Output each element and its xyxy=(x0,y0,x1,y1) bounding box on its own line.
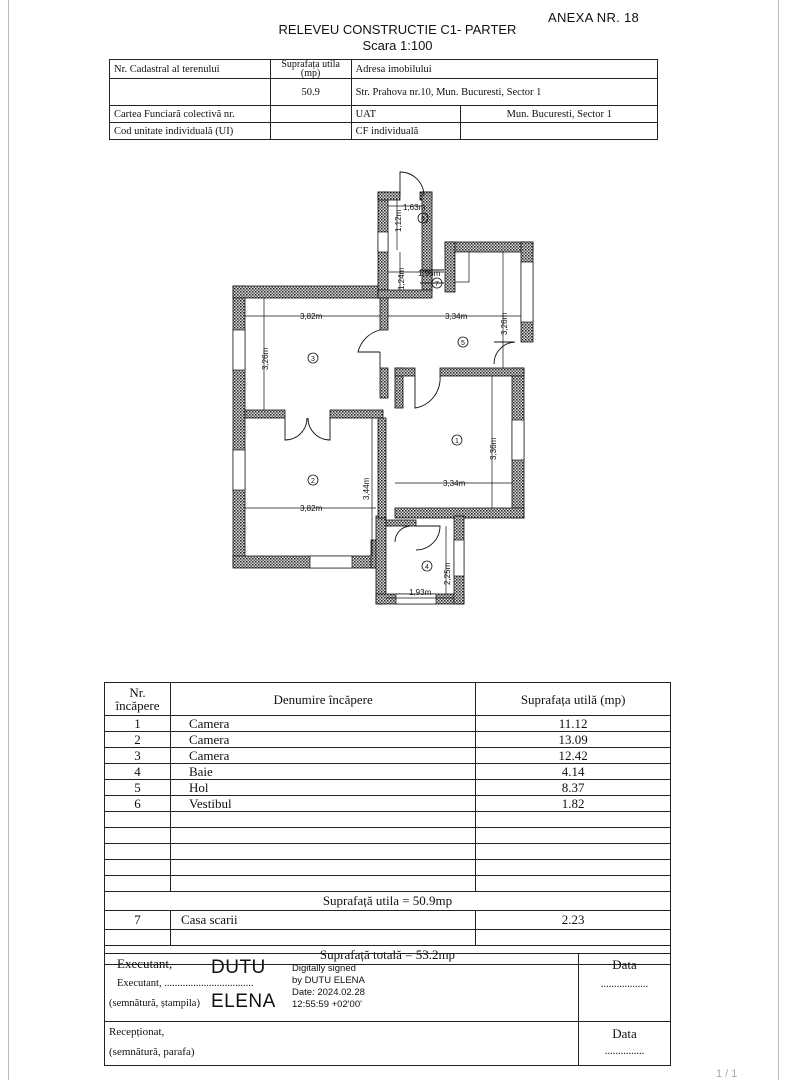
dim-382a: 3,82m xyxy=(300,312,323,321)
table-row xyxy=(105,732,671,748)
table-row xyxy=(105,796,671,812)
page-number: 1 / 1 xyxy=(716,1068,738,1080)
dim-195: 1,95m xyxy=(418,269,441,278)
table-row xyxy=(105,780,671,796)
uat-value: Mun. Bucuresti, Sector 1 xyxy=(461,106,658,123)
total-text: Suprafață totală = 53.2mp xyxy=(105,946,671,965)
executant-sign-note: (semnătură, ștampila) xyxy=(109,998,200,1009)
annex-label: ANEXA NR. 18 xyxy=(548,10,640,25)
room-number-1: 1 xyxy=(455,438,459,445)
col-area-header: Suprafața utilă (mp) xyxy=(476,683,671,716)
data-label: Data xyxy=(612,957,637,972)
digital-signature-line3: Date: 2024.02.28 xyxy=(292,987,365,998)
dim-112: 1,12m xyxy=(394,209,403,232)
extra-row-area: 2.23 xyxy=(476,911,671,930)
suprafata-value: 50.9 xyxy=(270,79,351,106)
cf-individual-label: CF individuală xyxy=(351,123,461,140)
rooms-table xyxy=(104,682,671,965)
dim-382b: 3,82m xyxy=(300,504,323,513)
row-area: 8.37 xyxy=(476,780,671,796)
empty-row xyxy=(105,812,671,828)
empty-row xyxy=(105,930,671,946)
scale-label: Scara 1:100 xyxy=(362,38,433,53)
row-name: Camera xyxy=(170,732,475,748)
empty-row xyxy=(105,844,671,860)
row-nr: 3 xyxy=(105,748,171,764)
document-title: RELEVEU CONSTRUCTIE C1- PARTER xyxy=(278,22,517,37)
row-area: 13.09 xyxy=(476,732,671,748)
data-dots-2: ............... xyxy=(604,1046,645,1057)
row-nr: 5 xyxy=(105,780,171,796)
row-area: 11.12 xyxy=(476,716,671,732)
digital-signature-line4: 12:55:59 +02'00' xyxy=(292,999,362,1010)
executant-label: Executant, xyxy=(117,956,173,971)
dim-334a: 3,34m xyxy=(445,312,468,321)
row-area: 4.14 xyxy=(476,764,671,780)
data-cell-2 xyxy=(579,1022,671,1066)
data-cell xyxy=(579,954,671,1022)
executant-line: Executant, .................................. xyxy=(117,978,254,989)
dim-193: 1,93m xyxy=(409,588,432,597)
row-name: Camera xyxy=(170,748,475,764)
receptionat-sign-note: (semnătură, parafa) xyxy=(109,1046,195,1058)
adresa-value: Str. Prahova nr.10, Mun. Bucuresti, Sector 1 xyxy=(351,79,657,106)
extra-row-nr: 7 xyxy=(105,911,171,930)
digital-signature-line1: Digitally signed xyxy=(292,963,356,974)
row-area: 12.42 xyxy=(476,748,671,764)
subtotal-text: Suprafață utila = 50.9mp xyxy=(105,892,671,911)
cf-label: Cartea Funciară colectivă nr. xyxy=(110,106,271,123)
dim-163: 1,63m xyxy=(403,203,426,212)
empty-row xyxy=(105,828,671,844)
dim-225: 2,25m xyxy=(443,562,452,585)
empty-row xyxy=(105,876,671,892)
row-name: Vestibul xyxy=(170,796,475,812)
dim-336: 3,36m xyxy=(489,437,498,460)
room-number-5: 5 xyxy=(461,340,465,347)
dim-326a: 3,26m xyxy=(261,347,270,370)
cadastral-label: Nr. Cadastral al terenului xyxy=(110,60,271,79)
extra-row-name: Casa scarii xyxy=(170,911,475,930)
dim-334b: 3,34m xyxy=(443,479,466,488)
signer-name-line2: ELENA xyxy=(211,991,276,1012)
digital-signature-line2: by DUTU ELENA xyxy=(292,975,365,986)
subtotal-row xyxy=(105,892,671,911)
col-name-header: Denumire încăpere xyxy=(170,683,475,716)
receptionat-label: Recepționat, xyxy=(109,1026,165,1038)
adresa-label: Adresa imobilului xyxy=(351,60,657,79)
row-name: Camera xyxy=(170,716,475,732)
row-nr: 2 xyxy=(105,732,171,748)
table-row xyxy=(105,911,671,930)
dim-124: 1,24m xyxy=(397,267,406,290)
room-number-2: 2 xyxy=(311,478,315,485)
row-nr: 1 xyxy=(105,716,171,732)
rooms-table-header xyxy=(105,683,671,716)
table-row xyxy=(105,716,671,732)
room-number-6: 6 xyxy=(421,216,425,223)
dim-326b: 3,26m xyxy=(500,312,509,335)
room-number-3: 3 xyxy=(311,356,315,363)
row-name: Hol xyxy=(170,780,475,796)
dim-344: 3,44m xyxy=(362,477,371,500)
col-nr-header: Nr. încăpere xyxy=(105,683,171,716)
table-row xyxy=(105,748,671,764)
inner-walls xyxy=(245,298,524,526)
ui-label: Cod unitate individuală (UI) xyxy=(110,123,271,140)
uat-label: UAT xyxy=(351,106,461,123)
room-number-7: 7 xyxy=(435,281,439,288)
room-number-4: 4 xyxy=(425,564,429,571)
receptionat-cell xyxy=(105,1022,579,1066)
data-dots: .................. xyxy=(600,979,649,990)
table-row xyxy=(105,764,671,780)
empty-row xyxy=(105,860,671,876)
signer-name-line1: DUTU xyxy=(211,957,266,978)
row-area: 1.82 xyxy=(476,796,671,812)
row-name: Baie xyxy=(170,764,475,780)
signature-table xyxy=(104,953,671,1066)
data-label-2: Data xyxy=(612,1026,637,1041)
suprafata-label: Suprafața utila (mp) xyxy=(270,60,351,79)
row-nr: 4 xyxy=(105,764,171,780)
row-nr: 6 xyxy=(105,796,171,812)
